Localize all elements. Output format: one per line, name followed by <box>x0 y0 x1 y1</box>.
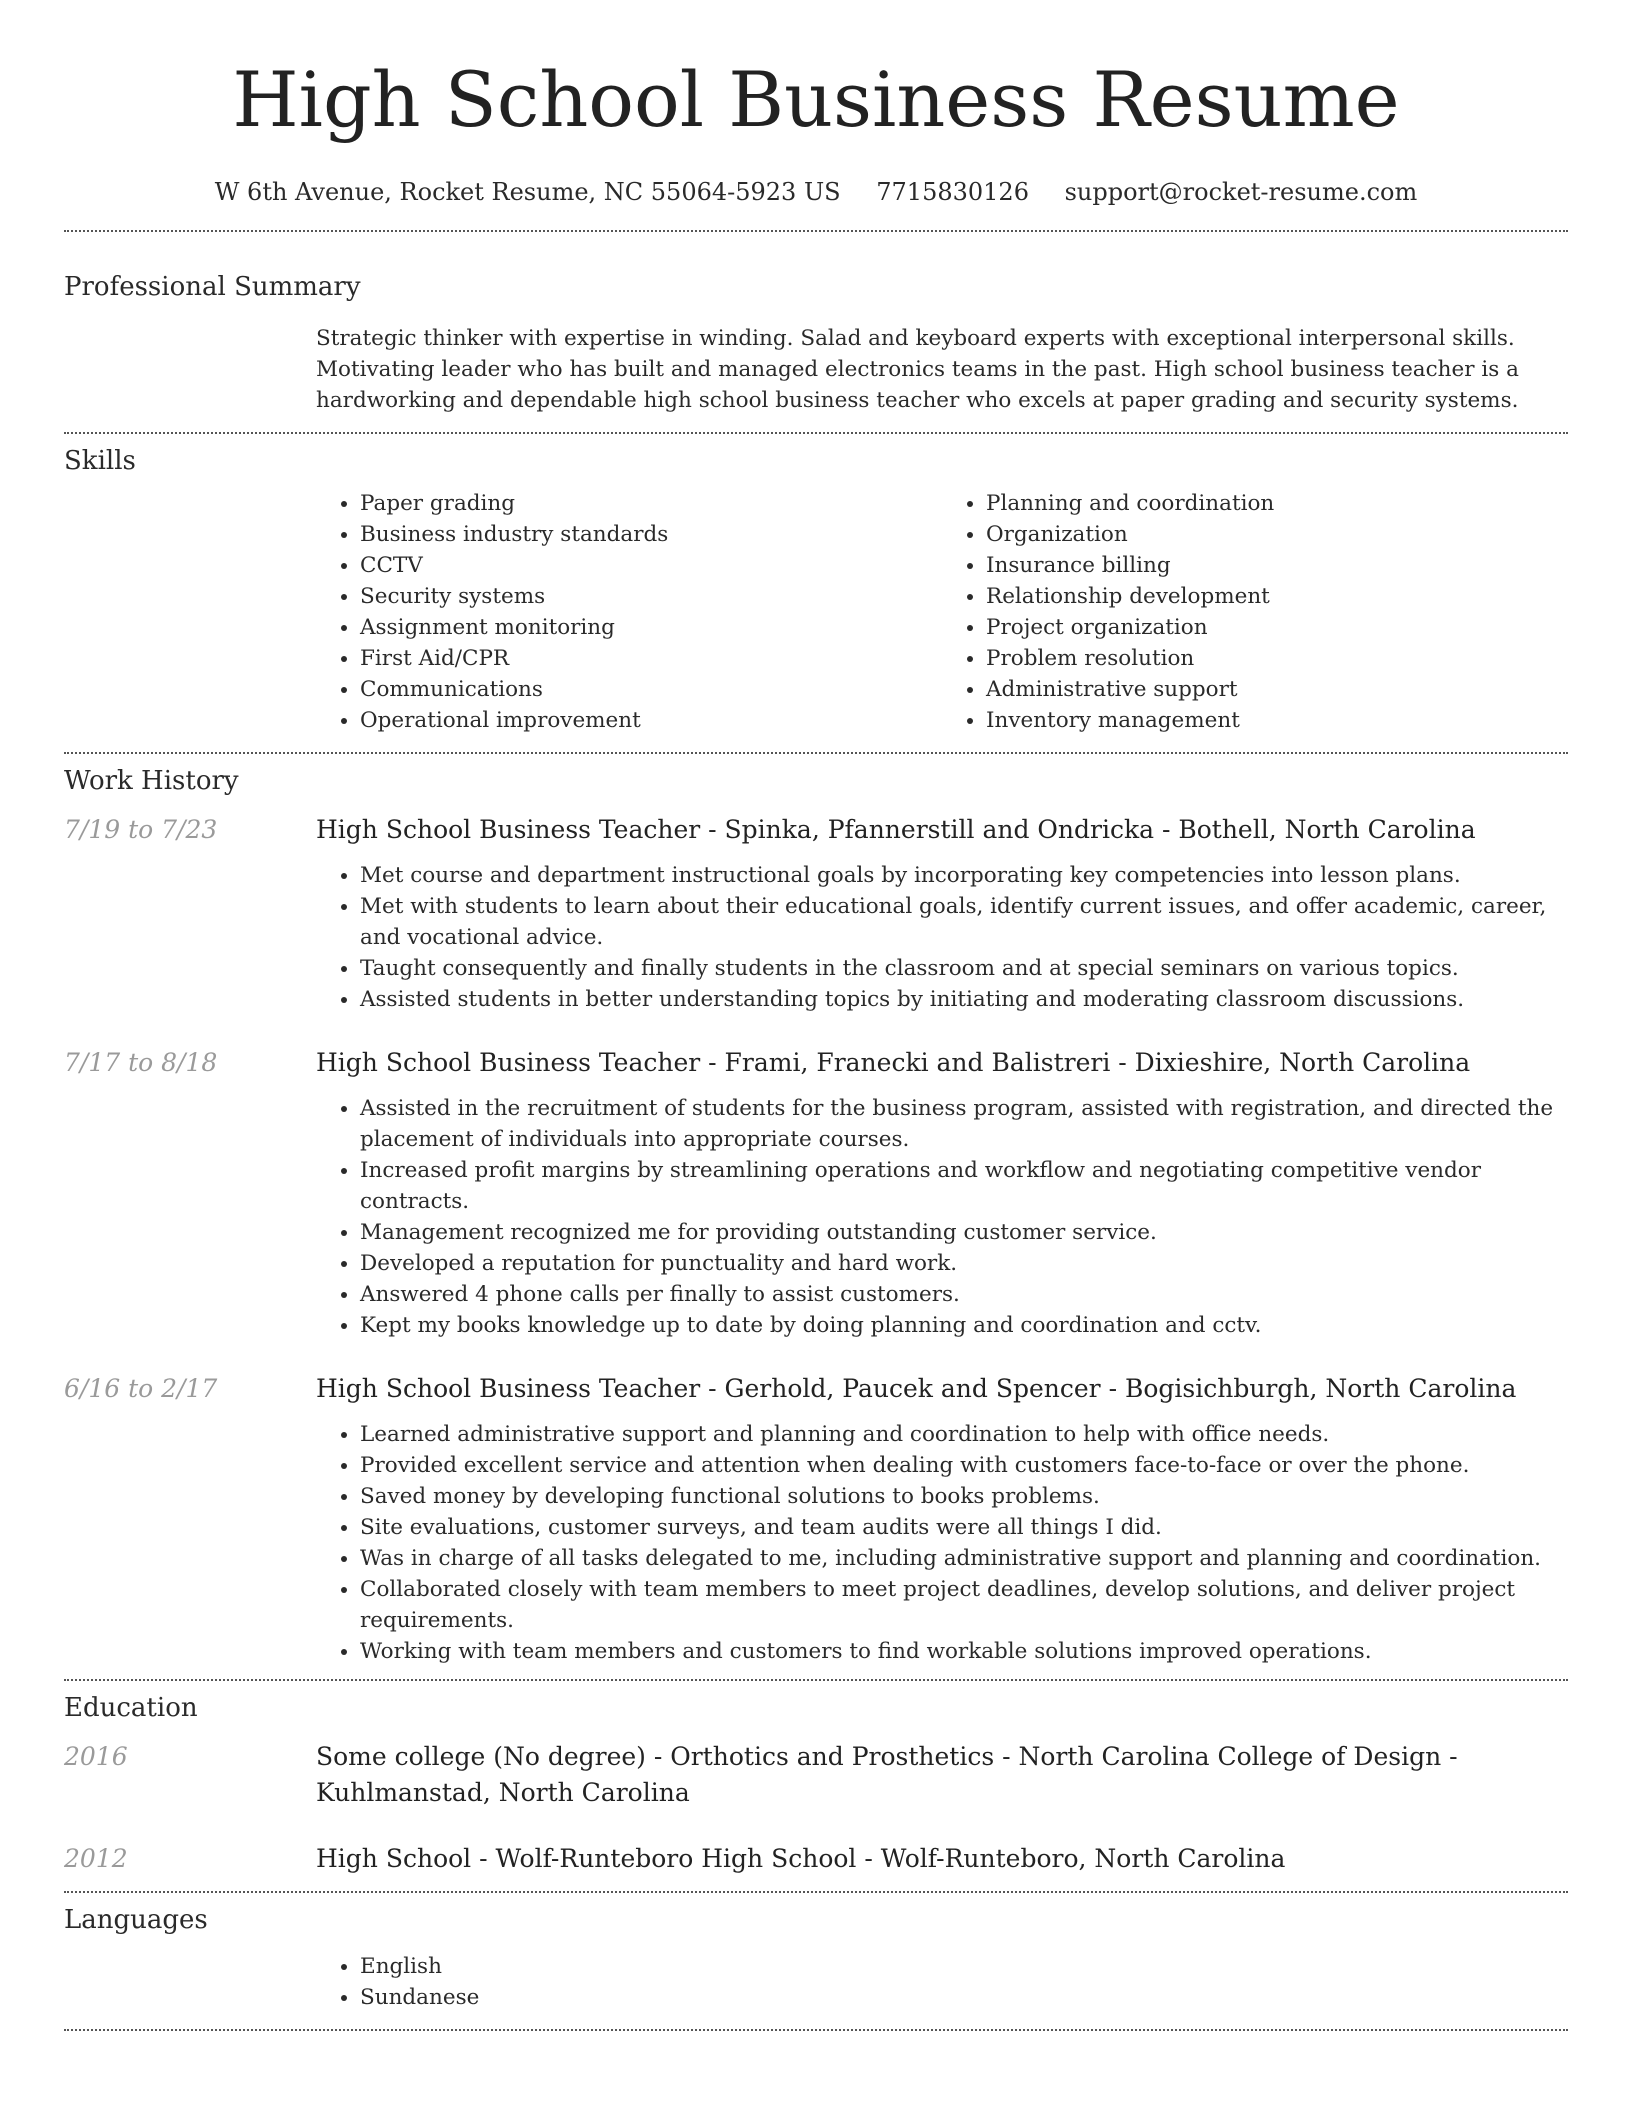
job-heading: High School Business Teacher - Spinka, Pfannerstill and Ondricka - Bothell, North Carolina <box>316 815 1476 844</box>
education-date: 2016 <box>64 1742 128 1771</box>
skill-item: • Operational improvement <box>360 705 942 736</box>
job-heading: High School Business Teacher - Frami, Franecki and Balistreri - Dixieshire, North Carolina <box>316 1048 1471 1077</box>
skill-item: • Business industry standards <box>360 519 942 550</box>
skill-item: • Relationship development <box>986 581 1568 612</box>
skill-item: • CCTV <box>360 550 942 581</box>
skills-list-left <box>316 488 942 736</box>
skill-item: • Inventory management <box>986 705 1568 736</box>
resume-header <box>64 0 1568 208</box>
education-heading: Education <box>64 1693 198 1723</box>
job-bullet: • Met with students to learn about their educational goals, identify current issues, and offer academic, career, and vocational advice. <box>360 891 1568 953</box>
job-bullet: • Collaborated closely with team members to meet project deadlines, develop solutions, and deliver project requirements. <box>360 1574 1568 1636</box>
job-bullet: • Taught consequently and finally students in the classroom and at special seminars on various topics. <box>360 953 1568 984</box>
job-date: 6/16 to 2/17 <box>64 1374 218 1403</box>
job-bullet: • Assisted students in better understanding topics by initiating and moderating classroom discussions. <box>360 984 1568 1015</box>
education-heading: Some college (No degree) - Orthotics and Prosthetics - North Carolina College of Design - Kuhlmanstad, North Carolina <box>316 1742 1458 1807</box>
job-entry <box>64 1371 1568 1667</box>
education-entry <box>64 1841 1568 1877</box>
job-bullet: • Working with team members and customers to find workable solutions improved operations. <box>360 1636 1568 1667</box>
contact-phone: 7715830126 <box>876 178 1029 206</box>
languages-list <box>316 1951 1568 2013</box>
education-entries <box>64 1739 1568 1877</box>
language-item: • Sundanese <box>360 1982 1568 2013</box>
job-bullet: • Assisted in the recruitment of students for the business program, assisted with registration, and directed the placement of individuals into appropriate courses. <box>360 1093 1568 1155</box>
job-bullet: • Provided excellent service and attention when dealing with customers face-to-face or over the phone. <box>360 1450 1568 1481</box>
job-bullet: • Site evaluations, customer surveys, and team audits were all things I did. <box>360 1512 1568 1543</box>
skills-section <box>64 434 1568 736</box>
summary-heading: Professional Summary <box>64 272 361 302</box>
job-details <box>316 1419 1568 1667</box>
work-section <box>64 754 1568 1667</box>
summary-text: Strategic thinker with expertise in winding. Salad and keyboard experts with exceptional interpersonal skills. Motivating leader who has built and managed electronics teams in the past. High school business teacher is a hardworking and dependable high school business teacher who excels at paper grading and security systems. <box>316 326 1519 413</box>
job-bullet: • Answered 4 phone calls per finally to assist customers. <box>360 1279 1568 1310</box>
summary-section <box>64 232 1568 416</box>
skills-columns <box>316 488 1568 736</box>
job-bullet: • Was in charge of all tasks delegated to me, including administrative support and planning and coordination. <box>360 1543 1568 1574</box>
skill-item: • Problem resolution <box>986 643 1568 674</box>
contact-line <box>64 176 1568 208</box>
work-entries <box>64 812 1568 1667</box>
skill-item: • Communications <box>360 674 942 705</box>
job-bullet: • Learned administrative support and planning and coordination to help with office needs. <box>360 1419 1568 1450</box>
language-item: • English <box>360 1951 1568 1982</box>
skills-heading: Skills <box>64 446 136 476</box>
languages-divider <box>64 2029 1568 2031</box>
skill-item: • Assignment monitoring <box>360 612 942 643</box>
job-details <box>316 860 1568 1015</box>
skill-item: • Administrative support <box>986 674 1568 705</box>
job-header-row <box>64 812 1568 848</box>
job-bullets <box>316 860 1568 1015</box>
contact-address: W 6th Avenue, Rocket Resume, NC 55064-5923 US <box>214 178 841 206</box>
skill-item: • Insurance billing <box>986 550 1568 581</box>
job-bullet: • Developed a reputation for punctuality and hard work. <box>360 1248 1568 1279</box>
job-entry <box>64 1045 1568 1341</box>
job-details <box>316 1093 1568 1341</box>
skill-item: • Security systems <box>360 581 942 612</box>
education-section <box>64 1681 1568 1877</box>
job-bullet: • Saved money by developing functional solutions to books problems. <box>360 1481 1568 1512</box>
education-entry <box>64 1739 1568 1811</box>
job-bullet: • Met course and department instructional goals by incorporating key competencies into lesson plans. <box>360 860 1568 891</box>
job-bullet: • Management recognized me for providing outstanding customer service. <box>360 1217 1568 1248</box>
languages-heading: Languages <box>64 1905 208 1935</box>
job-bullets <box>316 1419 1568 1667</box>
skills-list-right <box>942 488 1568 736</box>
resume-title: High School Business Resume <box>232 55 1400 144</box>
job-entry <box>64 812 1568 1015</box>
languages-section <box>64 1893 1568 2013</box>
job-header-row <box>64 1371 1568 1407</box>
contact-email: support@rocket-resume.com <box>1064 178 1418 206</box>
languages-body <box>316 1951 1568 2013</box>
job-header-row <box>64 1045 1568 1081</box>
skill-item: • Planning and coordination <box>986 488 1568 519</box>
job-bullets <box>316 1093 1568 1341</box>
skill-item: • Project organization <box>986 612 1568 643</box>
education-date: 2012 <box>64 1844 128 1873</box>
skill-item: • Paper grading <box>360 488 942 519</box>
skill-item: • First Aid/CPR <box>360 643 942 674</box>
job-date: 7/17 to 8/18 <box>64 1048 218 1077</box>
job-bullet: • Kept my books knowledge up to date by doing planning and coordination and cctv. <box>360 1310 1568 1341</box>
skill-item: • Organization <box>986 519 1568 550</box>
job-bullet: • Increased profit margins by streamlining operations and workflow and negotiating competitive vendor contracts. <box>360 1155 1568 1217</box>
education-heading: High School - Wolf-Runteboro High School - Wolf-Runteboro, North Carolina <box>316 1844 1286 1873</box>
job-heading: High School Business Teacher - Gerhold, Paucek and Spencer - Bogisichburgh, North Carolina <box>316 1374 1517 1403</box>
job-date: 7/19 to 7/23 <box>64 815 218 844</box>
work-heading: Work History <box>64 766 239 796</box>
